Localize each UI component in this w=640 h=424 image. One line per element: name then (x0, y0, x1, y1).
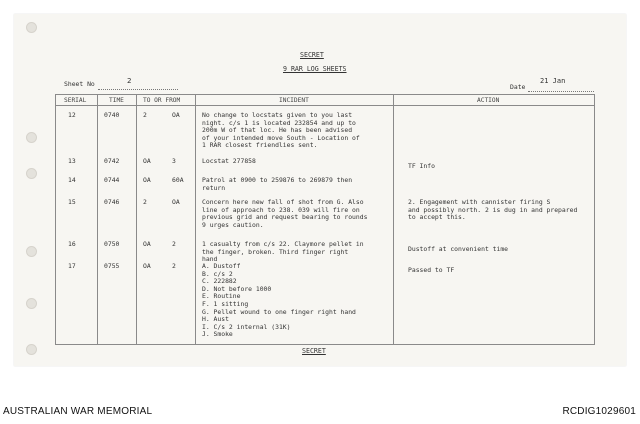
incident-line: of your intended move South - Location of (202, 133, 360, 142)
punch-hole (26, 168, 37, 179)
date-label: Date (510, 83, 526, 91)
date-line (528, 91, 594, 92)
incident-line: return (202, 183, 226, 192)
punch-hole (26, 132, 37, 143)
from-cell: 2 (172, 240, 176, 248)
to-cell: OA (143, 157, 151, 165)
serial-cell: 17 (68, 262, 76, 270)
incident-line: B. c/s 2 (202, 269, 233, 278)
from-cell: OA (172, 111, 180, 119)
incident-line: 9 urges caution. (202, 220, 264, 229)
time-cell: 0755 (104, 262, 120, 270)
punch-hole (26, 246, 37, 257)
column-header-to-or-from: TO OR FROM (143, 97, 181, 104)
incident-line: No change to locstats given to you last (202, 111, 353, 119)
serial-cell: 15 (68, 198, 76, 206)
incident-line: E. Routine (202, 292, 241, 301)
serial-cell: 14 (68, 176, 76, 184)
serial-cell: 16 (68, 240, 76, 248)
incident-line: I. C/s 2 internal (31K) (202, 322, 291, 331)
time-cell: 0744 (104, 176, 120, 184)
incident-line: the finger, broken. Third finger right (202, 247, 349, 256)
to-cell: OA (143, 240, 151, 248)
table-left-border (55, 94, 56, 345)
incident-line: Patrol at 0900 to 259876 to 269879 then (202, 176, 353, 184)
column-header-serial: SERIAL (64, 97, 87, 104)
action-line: Dustoff at convenient time (408, 245, 509, 253)
to-cell: 2 (143, 198, 147, 206)
archive-reference: RCDIG1029601 (562, 406, 636, 417)
time-cell: 0746 (104, 198, 120, 206)
incident-line: line of approach to 238. 039 will fire on (202, 205, 360, 214)
time-cell: 0750 (104, 240, 120, 248)
column-header-incident: INCIDENT (279, 97, 309, 104)
action-line: and possibly north. 2 is dug in and prepared (408, 205, 578, 214)
to-cell: OA (143, 262, 151, 270)
incident-line: A. Dustoff (202, 262, 241, 270)
incident-line: hand (202, 255, 218, 264)
action-line: 2. Engagement with cannister firing S (408, 198, 551, 206)
sheet-number-value: 2 (127, 76, 132, 85)
log-title: 9 RAR LOG SHEETS (283, 65, 347, 73)
incident-line: 200m W of that loc. He has been advised (202, 126, 353, 135)
incident-line: C. 222882 (202, 277, 237, 286)
column-divider (195, 94, 196, 345)
column-header-time: TIME (109, 97, 124, 104)
incident-line: D. Not before 1000 (202, 284, 272, 293)
punch-hole (26, 344, 37, 355)
secret-marking-bottom: SECRET (302, 347, 326, 355)
column-divider (97, 94, 98, 345)
action-line: to accept this. (408, 213, 466, 222)
time-cell: 0742 (104, 157, 120, 165)
column-header-action: ACTION (477, 97, 500, 104)
action-line: TF Info (408, 162, 435, 170)
serial-cell: 13 (68, 157, 76, 165)
to-cell: OA (143, 176, 151, 184)
incident-line: previous grid and request bearing to rounds (202, 213, 368, 222)
sheet-number-label: Sheet No (64, 80, 95, 88)
archive-credit: AUSTRALIAN WAR MEMORIAL (3, 406, 153, 417)
incident-line: Locstat 277858 (202, 157, 256, 165)
date-value: 21 Jan (540, 77, 566, 85)
incident-line: 1 RAR closest friendlies sent. (202, 141, 318, 150)
incident-line: Concern here new fall of shot from G. Also (202, 198, 364, 206)
incident-line: night. c/s 1 is located 232854 and up to (202, 118, 356, 127)
from-cell: 3 (172, 157, 176, 165)
serial-cell: 12 (68, 111, 76, 119)
incident-line: J. Smoke (202, 330, 233, 339)
from-cell: 2 (172, 262, 176, 270)
incident-line: F. 1 sitting (202, 300, 249, 308)
sheet-number-line (98, 89, 178, 90)
incident-line: 1 casualty from c/s 22. Claymore pellet in (202, 240, 364, 248)
secret-marking-top: SECRET (300, 51, 324, 59)
table-right-border (594, 94, 595, 345)
from-cell: OA (172, 198, 180, 206)
column-divider (393, 94, 394, 345)
punch-hole (26, 22, 37, 33)
incident-line: G. Pellet wound to one finger right hand (202, 307, 356, 316)
incident-line: H. Aust (202, 315, 229, 324)
action-line: Passed to TF (408, 266, 455, 274)
time-cell: 0740 (104, 111, 120, 119)
column-divider (136, 94, 137, 345)
punch-hole (26, 298, 37, 309)
from-cell: 60A (172, 176, 184, 184)
to-cell: 2 (143, 111, 147, 119)
